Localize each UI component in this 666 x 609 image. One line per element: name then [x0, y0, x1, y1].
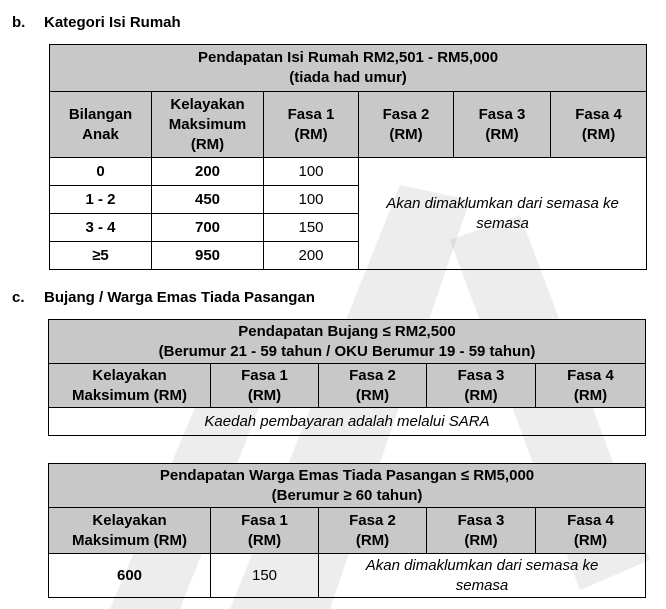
senior-income-title — [49, 464, 646, 508]
col-header-line: Fasa 4 — [567, 511, 614, 529]
senior-income-title-row — [49, 464, 646, 508]
col-header-fasa-3 — [454, 92, 551, 158]
col-header-kelayakan-maksimum — [49, 508, 211, 554]
col-header-line: Maksimum (RM) — [71, 386, 187, 404]
col-header-fasa-1 — [211, 364, 319, 408]
col-header-fasa-4 — [536, 508, 646, 554]
senior-income-title-line1: Pendapatan Warga Emas Tiada Pasangan ≤ RM5,000 — [159, 466, 535, 484]
household-table-title — [50, 45, 647, 92]
household-phase-note — [359, 158, 647, 270]
col-header-bilangan-anak — [50, 92, 152, 158]
section-b-title: Kategori Isi Rumah — [44, 14, 181, 31]
single-income-header-row — [49, 364, 646, 408]
col-header-line: (RM) — [581, 125, 616, 143]
payment-method-note: Kaedah pembayaran adalah melalui SARA — [49, 408, 646, 436]
senior-phase-note-line2: semasa — [455, 576, 509, 594]
col-header-line: Fasa 2 — [382, 105, 430, 123]
col-header-fasa-1 — [264, 92, 359, 158]
col-header-fasa-2 — [359, 92, 454, 158]
household-phase-note-line1: Akan dimaklumkan dari semasa ke — [386, 194, 619, 212]
col-header-fasa-2 — [319, 508, 427, 554]
col-header-line: (RM) — [464, 531, 498, 549]
section-b-heading — [12, 14, 181, 31]
col-header-line: (RM) — [573, 531, 608, 549]
cell-kelayakan: 700 — [152, 214, 264, 242]
col-header-line: Kelayakan — [170, 95, 245, 113]
col-header-line: (RM) — [573, 386, 608, 404]
single-income-title-line2: (Berumur 21 - 59 tahun / OKU Berumur 19 - 59 tahun) — [158, 342, 536, 360]
senior-phase-note-line1: Akan dimaklumkan dari semasa ke — [365, 556, 599, 574]
household-table-title-row — [50, 45, 647, 92]
cell-fasa-1: 150 — [264, 214, 359, 242]
household-table-title-line1: Pendapatan Isi Rumah RM2,501 - RM5,000 — [197, 49, 499, 66]
col-header-line: Fasa 2 — [349, 511, 396, 529]
senior-income-title-line2: (Berumur ≥ 60 tahun) — [271, 486, 423, 504]
col-header-line: Bilangan — [68, 105, 133, 123]
col-header-line: Fasa 3 — [457, 511, 505, 529]
single-income-table — [48, 319, 646, 436]
senior-income-header-row — [49, 508, 646, 554]
cell-anak: 0 — [50, 158, 152, 186]
col-header-fasa-1 — [211, 508, 319, 554]
col-header-kelayakan-maksimum — [152, 92, 264, 158]
col-header-fasa-3 — [427, 364, 536, 408]
household-table — [49, 44, 647, 270]
cell-anak: 1 - 2 — [50, 186, 152, 214]
col-header-line: Kelayakan — [92, 511, 167, 529]
col-header-kelayakan-maksimum — [49, 364, 211, 408]
col-header-line: Kelayakan — [92, 366, 167, 384]
col-header-line: Anak — [82, 125, 119, 143]
col-header-line: Fasa 3 — [457, 366, 505, 384]
household-table-header-row — [50, 92, 647, 158]
col-header-fasa-3 — [427, 508, 536, 554]
cell-kelayakan: 950 — [152, 242, 264, 270]
col-header-fasa-2 — [319, 364, 427, 408]
household-table-title-line2: (tiada had umur) — [289, 69, 407, 86]
col-header-line: Maksimum — [168, 115, 247, 133]
cell-anak: 3 - 4 — [50, 214, 152, 242]
col-header-line: (RM) — [355, 386, 390, 404]
section-b-letter: b. — [12, 14, 26, 31]
col-header-line: (RM) — [464, 386, 498, 404]
section-c-title: Bujang / Warga Emas Tiada Pasangan — [44, 289, 315, 306]
col-header-line: Fasa 3 — [478, 105, 526, 123]
senior-income-table — [48, 463, 646, 598]
cell-anak: ≥5 — [50, 242, 152, 270]
col-header-line: (RM) — [190, 135, 225, 153]
cell-fasa-1: 100 — [264, 158, 359, 186]
cell-fasa-1: 100 — [264, 186, 359, 214]
table-row — [50, 158, 647, 186]
col-header-line: (RM) — [389, 125, 423, 143]
section-c-heading — [12, 289, 315, 306]
single-income-title-row — [49, 320, 646, 364]
cell-fasa-1: 200 — [264, 242, 359, 270]
single-income-note-row — [49, 408, 646, 436]
household-phase-note-line2: semasa — [476, 214, 529, 232]
cell-kelayakan: 450 — [152, 186, 264, 214]
section-c-letter: c. — [12, 289, 25, 306]
cell-kelayakan: 200 — [152, 158, 264, 186]
col-header-line: (RM) — [485, 125, 519, 143]
single-income-title-line1: Pendapatan Bujang ≤ RM2,500 — [238, 322, 456, 340]
col-header-line: Fasa 4 — [575, 105, 622, 123]
single-income-title — [49, 320, 646, 364]
table-row — [49, 554, 646, 598]
col-header-fasa-4 — [536, 364, 646, 408]
col-header-line: Fasa 4 — [567, 366, 614, 384]
col-header-line: Fasa 2 — [349, 366, 396, 384]
senior-phase-note — [319, 554, 646, 598]
col-header-line: (RM) — [247, 531, 282, 549]
col-header-fasa-4 — [551, 92, 647, 158]
col-header-line: (RM) — [294, 125, 328, 143]
col-header-line: Fasa 1 — [287, 105, 335, 123]
col-header-line: Maksimum (RM) — [71, 531, 187, 549]
col-header-line: (RM) — [247, 386, 282, 404]
col-header-line: Fasa 1 — [241, 366, 288, 384]
col-header-line: Fasa 1 — [241, 511, 288, 529]
cell-fasa-1: 150 — [211, 554, 319, 598]
col-header-line: (RM) — [355, 531, 390, 549]
cell-kelayakan: 600 — [49, 554, 211, 598]
